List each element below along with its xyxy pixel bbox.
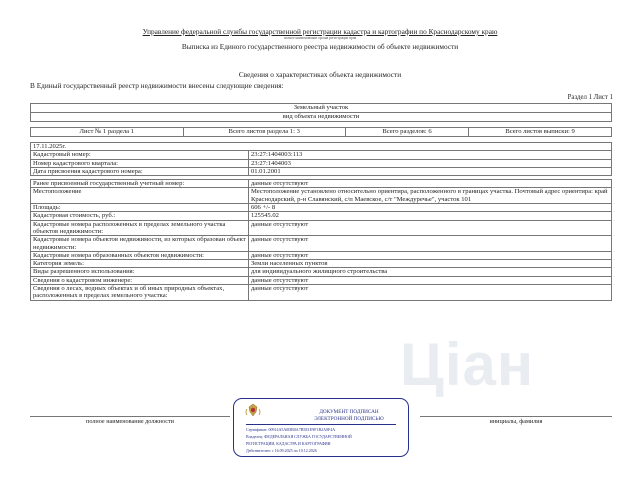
characteristics-table [30,142,612,301]
row-value: Местоположение установлено относительно ориентира, расположенного в границах участка. Почтовый адрес ориентира: край Краснодарский, р-н Славянский, с/п Маевское, с/т "Междуречье", участок 101 [248,188,611,204]
table-row [31,159,612,167]
stamp-title: ДОКУМЕНТ ПОДПИСАН [319,409,379,415]
row-value: данные отсутствуют [248,251,611,259]
table-row [31,220,612,236]
table-row [31,251,612,259]
row-value: 01.01.2001 [248,167,611,175]
row-label: Кадастровые номера расположенных в пределах земельного участка объектов недвижимости: [31,220,249,236]
intro-text: В Единый государственный реестр недвижимости внесены следующие сведения: [30,81,284,90]
stamp-validity: Действителен: с 16.09.2025 по 10.12.2026 [246,448,317,453]
section-page-label: Раздел 1 Лист 1 [567,94,613,101]
row-label: Категория земель: [31,260,249,268]
position-rule [30,416,230,417]
agency-name: Управление федеральной службы государственной регистрации кадастра и картографии по Краснодарскому краю [142,27,498,36]
row-label: Кадастровые номера объектов недвижимости, из которых образован объект недвижимости: [31,236,249,252]
row-label: Кадастровый номер: [31,151,249,159]
table-row [31,188,612,204]
table-row [31,236,612,252]
row-value: данные отсутствуют [248,236,611,252]
row-label: Дата присвоения кадастрового номера: [31,167,249,175]
stamp-owner: Владелец: ФЕДЕРАЛЬНАЯ СЛУЖБА ГОСУДАРСТВЕННОЙ [246,434,352,439]
total-sheets-section: Всего листов раздела 1: 3 [183,128,345,137]
stamp-certificate: Сертификат: 00914A5A0DB0A7B5E1E9F1B2A0F4A [246,427,336,432]
table-row [31,167,612,175]
document-title: Выписка из Единого государственного реестра недвижимости об объекте недвижимости [181,42,459,51]
total-sheets-extract: Всего листов выписки: 9 [469,128,612,137]
row-value: 23:27:1404003:113 [248,151,611,159]
row-label: Ранее присвоенный государственный учетный номер: [31,180,249,188]
row-value: данные отсутствуют [248,180,611,188]
object-type-caption: вид объекта недвижимости [31,113,612,122]
row-label: Местоположение [31,188,249,204]
row-value: данные отсутствуют [248,220,611,236]
row-label: Площадь: [31,204,249,212]
table-row [31,212,612,220]
stamp-title-2: ЭЛЕКТРОННОЙ ПОДПИСЬЮ [314,416,384,422]
row-value: 23:27:1404003 [248,159,611,167]
row-label: Кадастровые номера образованных объектов недвижимости: [31,251,249,259]
row-value: для индивидуального жилищного строительства [248,268,611,276]
sheet-info-table [30,127,612,137]
name-caption: инициалы, фамилия [489,418,543,425]
extract-date: 17.11.2025г. [31,143,612,151]
watermark: Цiан [400,331,535,398]
total-sections: Всего разделов: 6 [345,128,468,137]
row-value: данные отсутствуют [248,276,611,284]
table-row [31,276,612,284]
stamp-owner-2: РЕГИСТРАЦИИ, КАДАСТРА И КАРТОГРАФИИ [246,441,331,446]
table-row [31,260,612,268]
electronic-signature-stamp [233,398,409,457]
stamp-divider [246,424,396,425]
row-value: 606 +/- 8 [248,204,611,212]
row-label: Виды разрешенного использования: [31,268,249,276]
row-label: Сведения о лесах, водных объектах и об иных природных объектах, расположенных в пределах земельного участка: [31,285,249,301]
object-type: Земельный участок [31,104,612,113]
row-value: данные отсутствуют [248,285,611,301]
name-rule [420,416,612,417]
row-label: Номер кадастрового квартала: [31,159,249,167]
sheet-number: Лист № 1 раздела 1 [31,128,184,137]
section-title: Сведения о характеристиках объекта недвижимости [238,70,402,79]
row-label: Сведения о кадастровом инженере: [31,276,249,284]
position-caption: полное наименование должности [86,418,174,425]
row-value: Земли населенных пунктов [248,260,611,268]
row-label: Кадастровая стоимость, руб.: [31,212,249,220]
object-type-table [30,103,612,122]
table-row [31,151,612,159]
agency-caption: полное наименование органа регистрации прав [283,36,357,40]
coat-of-arms-icon [244,403,262,421]
row-value: 125545.02 [248,212,611,220]
table-row [31,180,612,188]
table-row [31,268,612,276]
table-row [31,285,612,301]
table-row [31,204,612,212]
